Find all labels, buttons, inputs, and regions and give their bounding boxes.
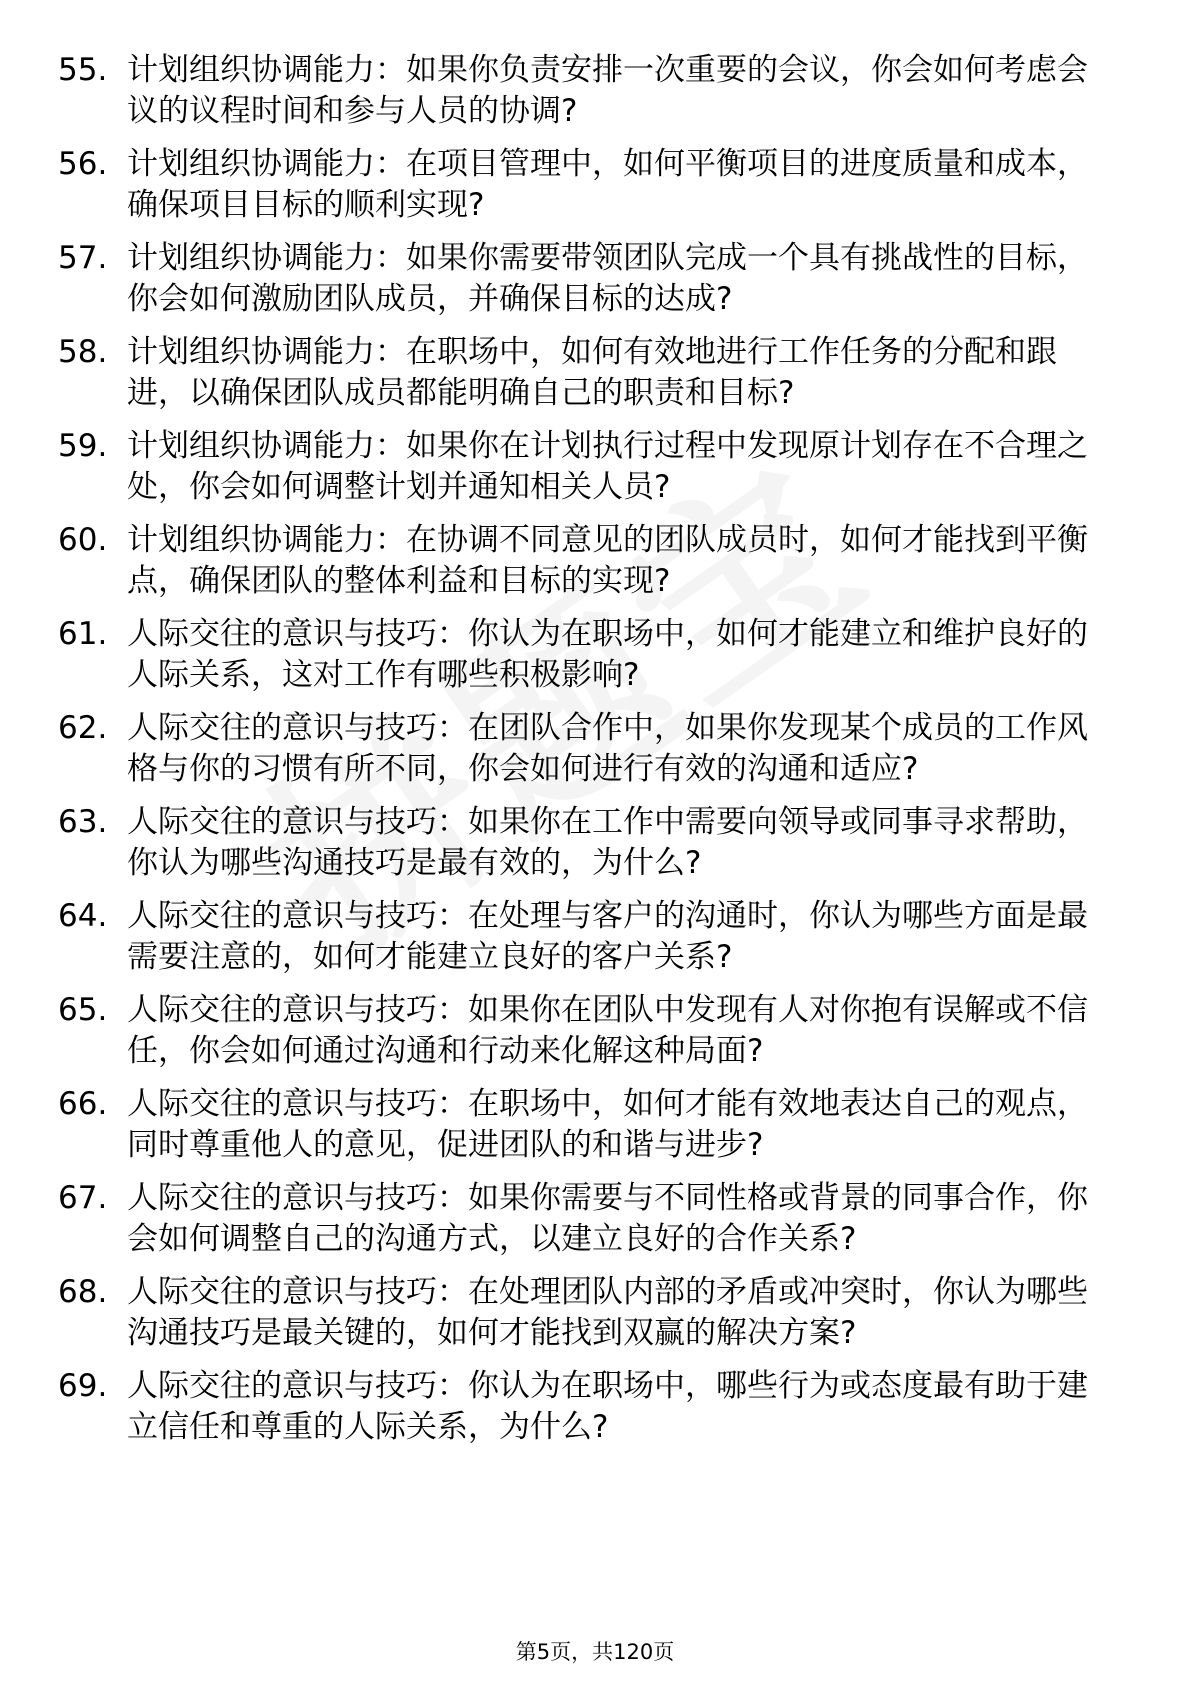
- question-number: 57.: [58, 240, 108, 276]
- page-footer: 第5页，共120页: [515, 1640, 675, 1664]
- question-text: 计划组织协调能力：在职场中，如何有效地进行工作任务的分配和跟进，以确保团队成员都能明确自己的职责和目标?: [127, 334, 1057, 411]
- question-number: 62.: [58, 710, 108, 746]
- question-text: 计划组织协调能力：如果你在计划执行过程中发现原计划存在不合理之处，你会如何调整计划并通知相关人员?: [127, 428, 1088, 505]
- question-item: [0, 896, 1190, 978]
- question-text: 人际交往的意识与技巧：如果你需要与不同性格或背景的同事合作，你会如何调整自己的沟通方式，以建立良好的合作关系?: [127, 1180, 1088, 1257]
- question-number: 59.: [58, 428, 108, 464]
- question-item: [0, 50, 1190, 132]
- question-number: 63.: [58, 804, 108, 840]
- question-number: 55.: [58, 52, 108, 88]
- question-text: 人际交往的意识与技巧：如果你在团队中发现有人对你抱有误解或不信任，你会如何通过沟通和行动来化解这种局面?: [127, 992, 1088, 1069]
- question-item: [0, 520, 1190, 602]
- question-text: 计划组织协调能力：如果你需要带领团队完成一个具有挑战性的目标，你会如何激励团队成员，并确保目标的达成?: [127, 240, 1088, 317]
- question-item: [0, 1178, 1190, 1260]
- question-text: 人际交往的意识与技巧：你认为在职场中，如何才能建立和维护良好的人际关系，这对工作有哪些积极影响?: [127, 616, 1088, 693]
- question-item: [0, 1084, 1190, 1166]
- question-text: 人际交往的意识与技巧：在处理团队内部的矛盾或冲突时，你认为哪些沟通技巧是最关键的，如何才能找到双赢的解决方案?: [127, 1274, 1088, 1351]
- question-text: 人际交往的意识与技巧：在职场中，如何才能有效地表达自己的观点，同时尊重他人的意见，促进团队的和谐与进步?: [127, 1086, 1088, 1163]
- question-text: 计划组织协调能力：在协调不同意见的团队成员时，如何才能找到平衡点，确保团队的整体利益和目标的实现?: [127, 522, 1088, 599]
- question-item: [0, 1272, 1190, 1354]
- question-text: 人际交往的意识与技巧：在团队合作中，如果你发现某个成员的工作风格与你的习惯有所不同，你会如何进行有效的沟通和适应?: [127, 710, 1088, 787]
- question-item: [0, 426, 1190, 508]
- question-number: 67.: [58, 1180, 108, 1216]
- question-item: [0, 708, 1190, 790]
- question-number: 65.: [58, 992, 108, 1028]
- question-number: 68.: [58, 1274, 108, 1310]
- question-item: [0, 144, 1190, 226]
- question-item: [0, 1366, 1190, 1448]
- question-item: [0, 614, 1190, 696]
- question-text: 人际交往的意识与技巧：你认为在职场中，哪些行为或态度最有助于建立信任和尊重的人际关系，为什么?: [127, 1368, 1088, 1445]
- question-number: 58.: [58, 334, 108, 370]
- question-list: [0, 50, 1190, 1460]
- question-text: 计划组织协调能力：如果你负责安排一次重要的会议，你会如何考虑会议的议程时间和参与人员的协调?: [127, 52, 1088, 129]
- question-number: 56.: [58, 146, 108, 182]
- question-item: [0, 332, 1190, 414]
- question-item: [0, 990, 1190, 1072]
- question-number: 64.: [58, 898, 108, 934]
- question-text: 计划组织协调能力：在项目管理中，如何平衡项目的进度质量和成本，确保项目目标的顺利实现?: [127, 146, 1088, 223]
- question-number: 66.: [58, 1086, 108, 1122]
- question-number: 69.: [58, 1368, 108, 1404]
- question-item: [0, 802, 1190, 884]
- question-number: 61.: [58, 616, 108, 652]
- question-item: [0, 238, 1190, 320]
- question-number: 60.: [58, 522, 108, 558]
- question-text: 人际交往的意识与技巧：如果你在工作中需要向领导或同事寻求帮助，你认为哪些沟通技巧是最有效的，为什么?: [127, 804, 1088, 881]
- question-text: 人际交往的意识与技巧：在处理与客户的沟通时，你认为哪些方面是最需要注意的，如何才能建立良好的客户关系?: [127, 898, 1088, 975]
